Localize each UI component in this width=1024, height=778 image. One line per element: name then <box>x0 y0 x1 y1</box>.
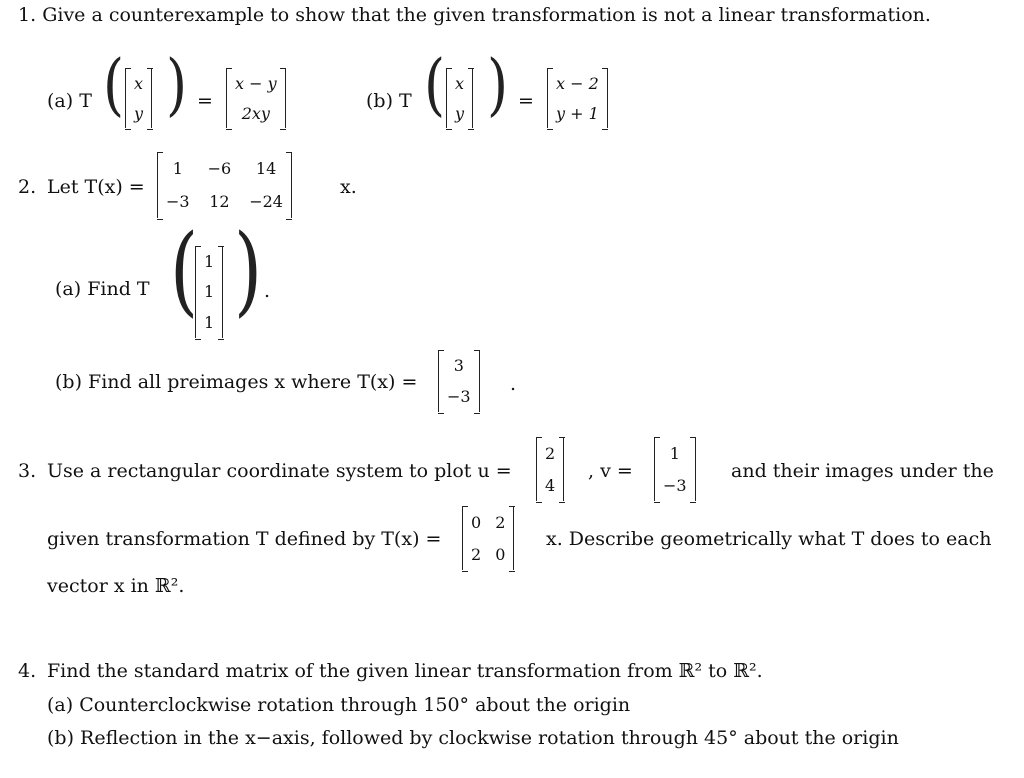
problem-1 <box>18 4 931 26</box>
problem-text: Use a rectangular coordinate system to plot u = <box>47 460 512 482</box>
part-label: (b) Find all preimages x where T(x) = <box>55 371 418 393</box>
problem-number: 4. <box>18 660 37 682</box>
problem-text: Let T(x) = <box>47 176 145 198</box>
transform-matrix: 1 −6 14 −3 12 −24 <box>157 152 292 218</box>
vector-u: 2 4 <box>536 437 564 501</box>
problem-number: 3. <box>18 460 37 482</box>
output-vector: x − y 2xy <box>226 68 286 128</box>
target-vector: 3 −3 <box>438 350 480 412</box>
part-label: (a) Find T <box>55 278 150 300</box>
problem-text: Find the standard matrix of the given linear transformation from ℝ² to ℝ². <box>47 660 763 682</box>
output-vector: x − 2 y + 1 <box>547 68 608 128</box>
part-label: (b) T <box>366 90 412 112</box>
part-a: (a) Counterclockwise rotation through 150° about the origin <box>47 694 631 716</box>
input-vector: x y <box>446 68 473 128</box>
problem-number: 1. <box>18 4 37 26</box>
transform-matrix: 0 2 2 0 <box>462 506 514 570</box>
problem-number: 2. <box>18 176 37 198</box>
part-b: (b) Reflection in the x−axis, followed by clockwise rotation through 45° about the origin <box>47 727 899 749</box>
matrix-suffix: x. <box>340 176 357 198</box>
input-vector: x y <box>125 68 152 128</box>
problem-text: Give a counterexample to show that the given transformation is not a linear transformation. <box>42 4 931 26</box>
input-vector: 1 1 1 <box>195 246 223 338</box>
part-label: (a) T <box>47 90 92 112</box>
vector-v: 1 −3 <box>654 437 696 501</box>
